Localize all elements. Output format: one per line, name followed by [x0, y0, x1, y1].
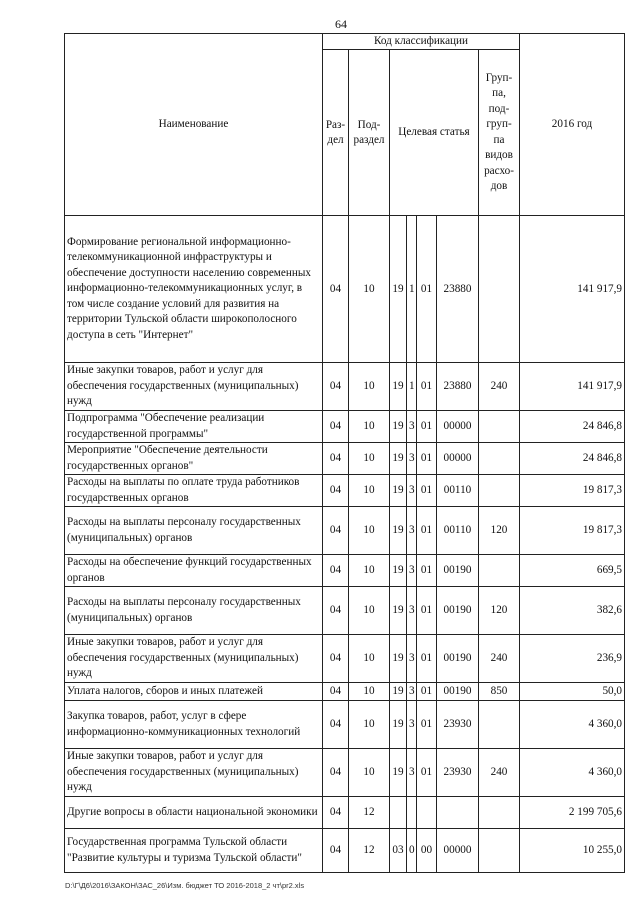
header-podrazdel: Под- раздел	[349, 50, 390, 216]
row-podrazdel: 10	[349, 749, 390, 797]
row-target-subprogram	[407, 797, 417, 829]
row-target-subprogram: 3	[407, 683, 417, 701]
row-target-event: 01	[417, 443, 437, 475]
row-target-event: 01	[417, 587, 437, 635]
row-amount: 4 360,0	[520, 749, 625, 797]
header-code-group: Код классификации	[323, 34, 520, 50]
row-target-subprogram: 3	[407, 635, 417, 683]
row-target-event: 01	[417, 216, 437, 363]
table-row	[65, 587, 625, 635]
row-amount: 24 846,8	[520, 443, 625, 475]
row-podrazdel: 10	[349, 475, 390, 507]
header-name: Наименование	[65, 34, 323, 216]
table-row	[65, 216, 625, 363]
row-target-direction	[437, 797, 479, 829]
row-podrazdel: 10	[349, 701, 390, 749]
row-expense-group	[479, 797, 520, 829]
row-podrazdel: 10	[349, 363, 390, 411]
page-number: 64	[335, 17, 347, 31]
header-target: Целевая статья	[390, 50, 479, 216]
row-razdel: 04	[323, 555, 349, 587]
row-expense-group	[479, 411, 520, 443]
row-name: Расходы на обеспечение функций государственных органов	[65, 555, 323, 587]
row-target-subprogram: 3	[407, 555, 417, 587]
row-target-direction: 23930	[437, 701, 479, 749]
row-target-program: 19	[390, 635, 407, 683]
row-name: Закупка товаров, работ, услуг в сфере информационно-коммуникационных технологий	[65, 701, 323, 749]
row-target-direction: 00000	[437, 829, 479, 873]
header-razdel: Раз- дел	[323, 50, 349, 216]
row-expense-group: 240	[479, 635, 520, 683]
row-podrazdel: 10	[349, 411, 390, 443]
row-amount: 669,5	[520, 555, 625, 587]
row-expense-group: 240	[479, 363, 520, 411]
row-razdel: 04	[323, 829, 349, 873]
row-target-direction: 00190	[437, 587, 479, 635]
row-target-event: 01	[417, 683, 437, 701]
row-target-program: 19	[390, 683, 407, 701]
row-podrazdel: 10	[349, 683, 390, 701]
row-target-program: 19	[390, 555, 407, 587]
table-row	[65, 507, 625, 555]
row-amount: 50,0	[520, 683, 625, 701]
header-group: Груп- па, под- груп- па видов расхо- дов	[479, 50, 520, 216]
table-row	[65, 475, 625, 507]
table-row	[65, 797, 625, 829]
row-target-event: 01	[417, 749, 437, 797]
row-target-subprogram: 3	[407, 749, 417, 797]
table-row	[65, 635, 625, 683]
row-razdel: 04	[323, 587, 349, 635]
table-row	[65, 363, 625, 411]
row-target-program	[390, 797, 407, 829]
row-name: Расходы на выплаты персоналу государственных (муниципальных) органов	[65, 507, 323, 555]
row-target-program: 19	[390, 587, 407, 635]
row-expense-group: 850	[479, 683, 520, 701]
row-name: Формирование региональной информационно-телекоммуникационной инфраструктуры и обеспечение доступности населению современных информационно-телекоммуникационных услуг, в том числе создание условий для развития на территории Тульской области широкополосного доступа в сеть "Интернет"	[65, 216, 323, 363]
row-name: Иные закупки товаров, работ и услуг для обеспечения государственных (муниципальных) нужд	[65, 635, 323, 683]
row-razdel: 04	[323, 411, 349, 443]
row-expense-group	[479, 216, 520, 363]
row-amount: 236,9	[520, 635, 625, 683]
row-amount: 382,6	[520, 587, 625, 635]
row-razdel: 04	[323, 216, 349, 363]
row-target-subprogram: 1	[407, 216, 417, 363]
row-target-event: 01	[417, 363, 437, 411]
table-row	[65, 443, 625, 475]
table-row	[65, 701, 625, 749]
row-target-event: 01	[417, 507, 437, 555]
row-target-subprogram: 3	[407, 475, 417, 507]
row-target-program: 19	[390, 411, 407, 443]
row-expense-group	[479, 555, 520, 587]
row-target-event: 01	[417, 475, 437, 507]
row-target-direction: 23880	[437, 363, 479, 411]
row-name: Расходы на выплаты персоналу государственных (муниципальных) органов	[65, 587, 323, 635]
row-target-program: 19	[390, 475, 407, 507]
row-target-subprogram: 3	[407, 443, 417, 475]
row-target-program: 19	[390, 749, 407, 797]
row-expense-group: 240	[479, 749, 520, 797]
row-name: Уплата налогов, сборов и иных платежей	[65, 683, 323, 701]
row-expense-group	[479, 701, 520, 749]
row-target-subprogram: 1	[407, 363, 417, 411]
row-target-direction: 00000	[437, 411, 479, 443]
row-target-direction: 00190	[437, 635, 479, 683]
row-target-subprogram: 3	[407, 411, 417, 443]
row-amount: 141 917,9	[520, 216, 625, 363]
row-amount: 2 199 705,6	[520, 797, 625, 829]
row-name: Иные закупки товаров, работ и услуг для обеспечения государственных (муниципальных) нужд	[65, 749, 323, 797]
row-amount: 141 917,9	[520, 363, 625, 411]
row-podrazdel: 10	[349, 635, 390, 683]
row-podrazdel: 10	[349, 216, 390, 363]
row-target-subprogram: 3	[407, 507, 417, 555]
row-target-program: 19	[390, 216, 407, 363]
row-target-program: 19	[390, 443, 407, 475]
file-path-footer: D:\Г\Д6\2016\ЗАКОН\ЗАС_26\Изм. бюджет ТО 2016-2018_2 чт\pr2.xls	[65, 881, 305, 890]
row-podrazdel: 10	[349, 587, 390, 635]
row-target-direction: 00110	[437, 475, 479, 507]
row-target-program: 19	[390, 507, 407, 555]
row-target-program: 19	[390, 701, 407, 749]
row-amount: 4 360,0	[520, 701, 625, 749]
row-target-direction: 23880	[437, 216, 479, 363]
row-razdel: 04	[323, 701, 349, 749]
row-target-event: 01	[417, 411, 437, 443]
row-razdel: 04	[323, 475, 349, 507]
row-podrazdel: 10	[349, 443, 390, 475]
row-target-subprogram: 3	[407, 587, 417, 635]
row-name: Иные закупки товаров, работ и услуг для обеспечения государственных (муниципальных) нужд	[65, 363, 323, 411]
table-row	[65, 411, 625, 443]
row-target-event: 01	[417, 635, 437, 683]
row-name: Расходы на выплаты по оплате труда работников государственных органов	[65, 475, 323, 507]
row-expense-group	[479, 475, 520, 507]
row-target-event: 01	[417, 701, 437, 749]
table-row	[65, 555, 625, 587]
budget-table	[64, 33, 625, 873]
row-expense-group	[479, 443, 520, 475]
row-expense-group	[479, 829, 520, 873]
row-target-direction: 00110	[437, 507, 479, 555]
row-target-subprogram: 3	[407, 701, 417, 749]
row-target-direction: 00000	[437, 443, 479, 475]
table-row	[65, 829, 625, 873]
row-expense-group: 120	[479, 507, 520, 555]
row-podrazdel: 12	[349, 829, 390, 873]
header-year: 2016 год	[520, 34, 625, 216]
table-row	[65, 683, 625, 701]
row-razdel: 04	[323, 749, 349, 797]
row-target-subprogram: 0	[407, 829, 417, 873]
row-name: Государственная программа Тульской области "Развитие культуры и туризма Тульской области"	[65, 829, 323, 873]
row-razdel: 04	[323, 683, 349, 701]
row-razdel: 04	[323, 443, 349, 475]
row-razdel: 04	[323, 507, 349, 555]
row-target-event	[417, 797, 437, 829]
row-razdel: 04	[323, 797, 349, 829]
row-name: Мероприятие "Обеспечение деятельности государственных органов"	[65, 443, 323, 475]
row-target-direction: 23930	[437, 749, 479, 797]
row-amount: 24 846,8	[520, 411, 625, 443]
row-razdel: 04	[323, 635, 349, 683]
row-target-event: 00	[417, 829, 437, 873]
row-amount: 19 817,3	[520, 475, 625, 507]
row-target-event: 01	[417, 555, 437, 587]
row-target-direction: 00190	[437, 683, 479, 701]
row-podrazdel: 10	[349, 507, 390, 555]
table-row	[65, 749, 625, 797]
row-target-direction: 00190	[437, 555, 479, 587]
row-name: Подпрограмма "Обеспечение реализации государственной программы"	[65, 411, 323, 443]
row-podrazdel: 12	[349, 797, 390, 829]
row-razdel: 04	[323, 363, 349, 411]
row-target-program: 19	[390, 363, 407, 411]
row-amount: 10 255,0	[520, 829, 625, 873]
row-target-program: 03	[390, 829, 407, 873]
row-name: Другие вопросы в области национальной экономики	[65, 797, 323, 829]
row-podrazdel: 10	[349, 555, 390, 587]
row-amount: 19 817,3	[520, 507, 625, 555]
row-expense-group: 120	[479, 587, 520, 635]
